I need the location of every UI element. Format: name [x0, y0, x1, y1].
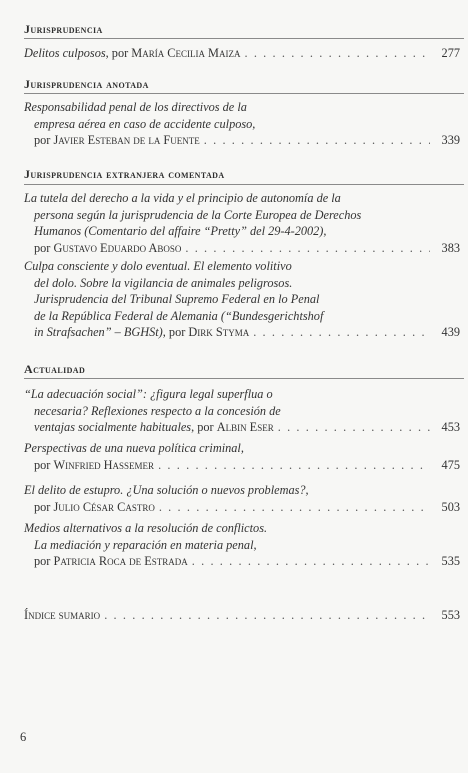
entry-title-line: de la República Federal de Alemania (“Bundesgerichtshof	[34, 308, 324, 323]
entry-title-line: ventajas socialmente habituales	[34, 420, 192, 435]
toc-entry[interactable]	[24, 440, 460, 473]
entry-author: Julio César Castro	[53, 499, 155, 514]
leader-dots	[278, 419, 430, 436]
entry-title-line: in Strafsachen” – BGHSt)	[34, 325, 163, 340]
entry-title-line: Perspectivas de una nueva política criminal,	[24, 441, 244, 455]
entry-page-number: 453	[441, 420, 460, 435]
entry-page-number: 339	[441, 133, 460, 148]
index-label: Índice sumario	[24, 608, 101, 622]
leader-dots	[185, 240, 430, 257]
leader-dots	[204, 132, 430, 149]
entry-page-number: 535	[441, 554, 460, 569]
entry-page-number: 277	[441, 46, 460, 60]
folio: 6	[20, 730, 27, 744]
toc-entry-index[interactable]	[24, 607, 460, 624]
entry-page-number: 383	[441, 240, 460, 255]
entry-by: por	[34, 240, 51, 255]
section-title-actualidad: Actualidad	[24, 362, 86, 376]
entry-title-line: Jurisprudencia del Tribunal Supremo Federal en lo Penal	[34, 292, 320, 307]
entry-title-line: La tutela del derecho a la vida y el principio de autonomía de la	[24, 191, 341, 205]
entry-by: por	[34, 499, 51, 514]
entry-title-line: empresa aérea en caso de accidente culposo,	[34, 116, 256, 131]
entry-by: , por	[105, 46, 129, 60]
section-rule	[24, 184, 464, 185]
entry-author: Winfried Hassemer	[53, 457, 155, 472]
entry-author: Javier Esteban de la Fuente	[53, 133, 200, 148]
entry-title-line: del dolo. Sobre la vigilancia de animales peligrosos.	[34, 275, 293, 290]
entry-page-number: 475	[441, 457, 460, 472]
section-rule	[24, 378, 464, 379]
section-title-extranjera: Jurisprudencia extranjera comentada	[24, 167, 225, 181]
entry-by: , por	[162, 325, 186, 340]
entry-title-line: Medios alternativos a la resolución de conflictos.	[24, 521, 268, 535]
leader-dots	[159, 499, 430, 516]
section-rule	[24, 38, 464, 39]
leader-dots	[104, 607, 430, 624]
entry-author: Gustavo Eduardo Aboso	[53, 240, 182, 255]
entry-title-line: persona según la jurisprudencia de la Corte Europea de Derechos	[34, 207, 362, 222]
section-rule	[24, 93, 464, 94]
entry-title-line: El delito de estupro. ¿Una solución o nuevos problemas?,	[24, 483, 309, 497]
entry-title-line: necesaria? Reflexiones respecto a la concesión de	[34, 403, 281, 418]
entry-title-line: Culpa consciente y dolo eventual. El elemento volitivo	[24, 259, 292, 273]
toc-entry[interactable]	[24, 482, 460, 515]
entry-by: , por	[191, 420, 214, 435]
entry-by: por	[34, 554, 51, 569]
toc-entry[interactable]	[24, 190, 460, 256]
entry-author: Patricia Roca de Estrada	[53, 554, 188, 569]
leader-dots	[244, 45, 430, 62]
toc-entry[interactable]	[24, 386, 460, 436]
entry-title-line: La mediación y reparación en materia penal,	[34, 537, 257, 552]
section-title-jurisprudencia: Jurisprudencia	[24, 22, 103, 36]
entry-author: María Cecilia Maiza	[131, 46, 241, 60]
toc-entry[interactable]	[24, 99, 460, 149]
section-title-anotada: Jurisprudencia anotada	[24, 77, 149, 91]
entry-page-number: 553	[441, 608, 460, 622]
toc-entry[interactable]	[24, 258, 460, 341]
entry-page-number: 439	[441, 325, 460, 340]
toc-entry[interactable]	[24, 45, 460, 62]
entry-author: Dirk Styma	[188, 325, 250, 340]
entry-title-line: Responsabilidad penal de los directivos de la	[24, 100, 247, 114]
leader-dots	[192, 553, 430, 570]
entry-by: por	[34, 457, 51, 472]
entry-title-line: Humanos (Comentario del affaire “Pretty” del 29-4-2002),	[34, 224, 327, 239]
entry-author: Albin Eser	[216, 420, 274, 435]
entry-title-line: “La adecuación social”: ¿figura legal superflua o	[24, 387, 273, 401]
entry-by: por	[34, 133, 51, 148]
toc-entry[interactable]	[24, 520, 460, 570]
leader-dots	[158, 457, 430, 474]
entry-page-number: 503	[441, 499, 460, 514]
leader-dots	[253, 324, 430, 341]
entry-title: Delitos culposos	[24, 46, 106, 60]
